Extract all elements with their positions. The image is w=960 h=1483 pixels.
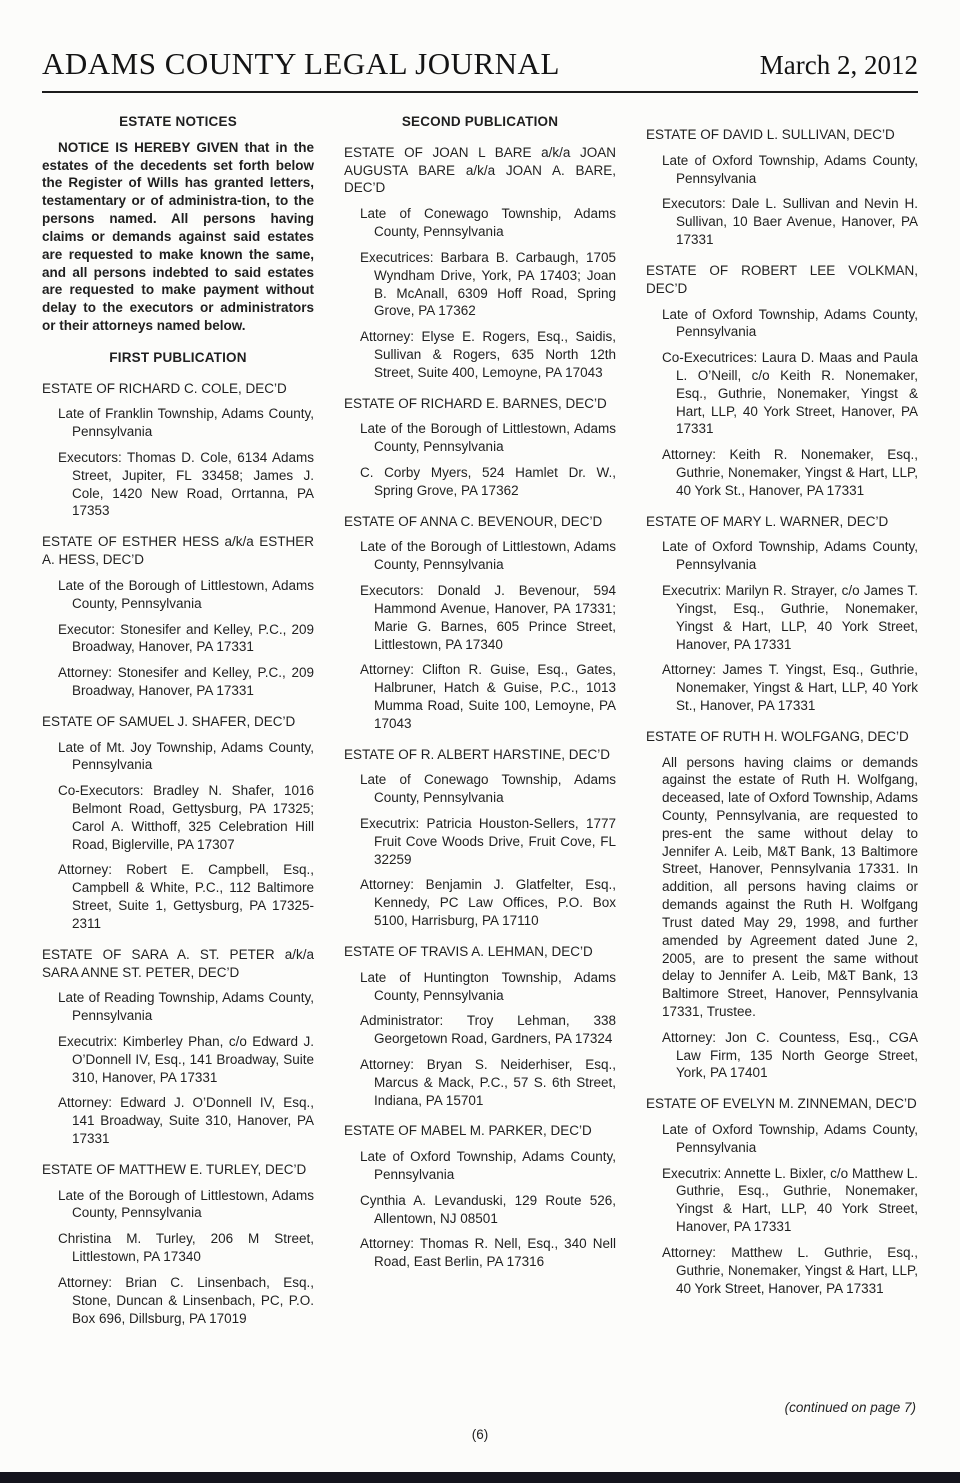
estate-title: ESTATE OF SARA A. ST. PETER a/k/a SARA ANNE ST. PETER, DEC’D: [42, 946, 314, 980]
estate-detail: Attorney: Elyse E. Rogers, Esq., Saidis, Sullivan & Rogers, 635 North 12th Street, Suite 400, Lemoyne, PA 17043: [360, 329, 616, 380]
estate-detail: C. Corby Myers, 524 Hamlet Dr. W., Spring Grove, PA 17362: [360, 465, 616, 498]
estate-detail: Administrator: Troy Lehman, 338 Georgetown Road, Gardners, PA 17324: [360, 1013, 616, 1047]
estate-title: ESTATE OF DAVID L. SULLIVAN, DEC’D: [646, 127, 895, 142]
estate-detail: Late of Reading Township, Adams County, Pennsylvania: [58, 990, 314, 1024]
estate-notice: [646, 728, 918, 1082]
estate-detail: Late of Franklin Township, Adams County, Pennsylvania: [58, 406, 314, 440]
estate-detail: Attorney: Matthew L. Guthrie, Esq., Guthrie, Nonemaker, Yingst & Hart, LLP, 40 York Street, Hanover, PA 17331: [662, 1244, 918, 1296]
estate-detail: All persons having claims or demands against the estate of Ruth H. Wolfgang, deceased, late of Oxford Township, Adams County, Pennsylvania, are requested to pres-ent the same without delay to Jennifer A. Leib, M&T Bank, 13 Baltimore Street, Hanover, Pennsylvania 17331. In addition, all persons having claims or demands against the Ruth H. Wolfgang Trust dated May 29, 1998, and further amended by Agreement dated June 2, 2005, are to present the same without delay to Jennifer A. Leib, M&T Bank, 13 Baltimore Street, Hanover, Pennsylvania 17331, Trustee.: [662, 754, 918, 1019]
column-1: [42, 113, 314, 1327]
estate-detail: Attorney: Benjamin J. Glatfelter, Esq., Kennedy, PC Law Offices, P.O. Box 5100, Harrisburg, PA 17110: [360, 877, 616, 929]
notice-intro: NOTICE IS HEREBY GIVEN that in the estates of the decedents set forth below the Register of Wills has granted letters, testamentary or of administra-tion, to the persons named. All persons having claims or demands against said estates are requested to make known the same, and all persons indebted to said estates are requested to make payment without delay to the executors or administrators or their attorneys named below.: [42, 139, 314, 333]
estate-detail: Late of Oxford Township, Adams County, Pennsylvania: [662, 306, 918, 340]
estate-detail: Christina M. Turley, 206 M Street, Littlestown, PA 17340: [58, 1231, 314, 1265]
estate-notice: [646, 126, 918, 249]
estate-notice: [42, 946, 314, 1148]
estate-detail: Executrix: Patricia Houston-Sellers, 1777 Fruit Cove Woods Drive, Fruit Cove, FL 32259: [360, 816, 616, 867]
estate-detail: Late of Conewago Township, Adams County, Pennsylvania: [360, 772, 616, 806]
estate-detail: Attorney: Stonesifer and Kelley, P.C., 209 Broadway, Hanover, PA 17331: [58, 665, 314, 698]
section-heading: ESTATE NOTICES: [119, 114, 237, 129]
estate-detail: Late of Oxford Township, Adams County, Pennsylvania: [662, 1122, 918, 1155]
estate-detail: Late of Oxford Township, Adams County, Pennsylvania: [662, 152, 918, 186]
estate-detail: Co-Executors: Bradley N. Shafer, 1016 Belmont Road, Gettysburg, PA 17325; Carol A. Witthoff, 325 Celebration Hill Road, Biglerville, PA 17307: [58, 783, 314, 852]
estate-notice: [344, 395, 616, 500]
notices-columns: [42, 113, 918, 1327]
estate-detail: Attorney: Keith R. Nonemaker, Esq., Guthrie, Nonemaker, Yingst & Hart, LLP, 40 York St., Hanover, PA 17331: [662, 447, 918, 498]
estate-detail: Late of the Borough of Littlestown, Adams County, Pennsylvania: [58, 577, 314, 611]
estate-detail: Executrices: Barbara B. Carbaugh, 1705 Wyndham Drive, York, PA 17403; Joan B. McAnall, 6309 Hoff Road, Spring Grove, PA 17362: [360, 249, 616, 319]
estate-title: ESTATE OF MARY L. WARNER, DEC’D: [646, 513, 889, 529]
estate-title: ESTATE OF ANNA C. BEVENOUR, DEC’D: [344, 513, 603, 529]
estate-title: ESTATE OF MATTHEW E. TURLEY, DEC’D: [42, 1161, 307, 1177]
estate-notice: [344, 144, 616, 382]
masthead: [42, 46, 918, 93]
estate-detail: Late of the Borough of Littlestown, Adams County, Pennsylvania: [360, 421, 616, 455]
estate-notice: [646, 262, 918, 500]
estate-detail: Executors: Dale L. Sullivan and Nevin H. Sullivan, 10 Baer Avenue, Hanover, PA 17331: [662, 196, 918, 248]
estate-detail: Executors: Donald J. Bevenour, 594 Hammond Avenue, Hanover, PA 17331; Marie G. Barnes, 605 Prince Street, Littlestown, PA 17340: [360, 583, 616, 652]
estate-title: ESTATE OF TRAVIS A. LEHMAN, DEC’D: [344, 943, 593, 959]
estate-notice: [42, 533, 314, 700]
journal-title: ADAMS COUNTY LEGAL JOURNAL: [42, 46, 560, 81]
bottom-bar: [0, 1472, 960, 1483]
estate-title: ESTATE OF RICHARD E. BARNES, DEC’D: [344, 395, 607, 411]
page-number: (6): [471, 1427, 489, 1442]
estate-detail: Executors: Thomas D. Cole, 6134 Adams Street, Jupiter, FL 33458; James J. Cole, 1420 New Road, Orrtanna, PA 17353: [58, 450, 314, 519]
estate-detail: Attorney: Brian C. Linsenbach, Esq., Stone, Duncan & Linsenbach, PC, P.O. Box 696, Dillsburg, PA 17019: [58, 1274, 314, 1326]
estate-detail: Late of Oxford Township, Adams County, Pennsylvania: [662, 539, 918, 573]
estate-detail: Attorney: Thomas R. Nell, Esq., 340 Nell Road, East Berlin, PA 17316: [360, 1236, 616, 1270]
estate-detail: Executrix: Kimberley Phan, c/o Edward J. O’Donnell IV, Esq., 141 Broadway, Suite 310, Hanover, PA 17331: [58, 1033, 314, 1085]
estate-detail: Executrix: Marilyn R. Strayer, c/o James T. Yingst, Esq., Guthrie, Nonemaker, Yingst & Hart, LLP, 40 York Street, Hanover, PA 17331: [662, 583, 918, 652]
estate-detail: Attorney: James T. Yingst, Esq., Guthrie, Nonemaker, Yingst & Hart, LLP, 40 York St., Hanover, PA 17331: [662, 662, 918, 713]
estate-title: ESTATE OF JOAN L BARE a/k/a JOAN AUGUSTA BARE a/k/a JOAN A. BARE, DEC’D: [344, 144, 616, 196]
estate-title: ESTATE OF R. ALBERT HARSTINE, DEC’D: [344, 746, 611, 762]
estate-detail: Late of Mt. Joy Township, Adams County, Pennsylvania: [58, 739, 314, 773]
estate-title: ESTATE OF EVELYN M. ZINNEMAN, DEC’D: [646, 1096, 917, 1112]
estate-detail: Late of the Borough of Littlestown, Adams County, Pennsylvania: [360, 539, 616, 573]
estate-notice: [344, 943, 616, 1110]
estate-title: ESTATE OF MABEL M. PARKER, DEC’D: [344, 1123, 592, 1139]
estate-notice: [42, 713, 314, 933]
section-heading: SECOND PUBLICATION: [401, 114, 559, 129]
estate-notice: [42, 1161, 314, 1328]
estate-notice: [344, 1122, 616, 1271]
estate-notice: [42, 380, 314, 521]
estate-detail: Attorney: Robert E. Campbell, Esq., Campbell & White, P.C., 112 Baltimore Street, Suite 1, Gettysburg, PA 17325-2311: [58, 862, 314, 931]
estate-title: ESTATE OF ESTHER HESS a/k/a ESTHER A. HESS, DEC’D: [42, 534, 314, 568]
estate-detail: Late of Huntington Township, Adams County, Pennsylvania: [360, 969, 616, 1003]
section-heading: FIRST PUBLICATION: [109, 349, 247, 365]
estate-detail: Attorney: Bryan S. Neiderhiser, Esq., Marcus & Mack, P.C., 57 S. 6th Street, Indiana, PA 15701: [360, 1056, 616, 1108]
column-2: [344, 113, 616, 1327]
estate-detail: Attorney: Edward J. O’Donnell IV, Esq., 141 Broadway, Suite 310, Hanover, PA 17331: [58, 1095, 314, 1146]
estate-notice: [344, 513, 616, 733]
estate-detail: Late of the Borough of Littlestown, Adams County, Pennsylvania: [58, 1187, 314, 1221]
estate-notice: [646, 513, 918, 715]
column-3: [646, 113, 918, 1327]
estate-notice: [344, 746, 616, 930]
estate-title: ESTATE OF ROBERT LEE VOLKMAN, DEC’D: [646, 262, 918, 296]
issue-date: March 2, 2012: [759, 50, 918, 80]
estate-title: ESTATE OF RICHARD C. COLE, DEC’D: [42, 380, 287, 396]
estate-title: ESTATE OF RUTH H. WOLFGANG, DEC’D: [646, 728, 909, 744]
estate-detail: Cynthia A. Levanduski, 129 Route 526, Allentown, NJ 08501: [360, 1192, 616, 1226]
estate-detail: Executrix: Annette L. Bixler, c/o Matthew L. Guthrie, Esq., Guthrie, Nonemaker, Yingst & Hart, LLP, 40 York Street, Hanover, PA 17331: [662, 1165, 918, 1235]
estate-detail: Late of Conewago Township, Adams County, Pennsylvania: [360, 206, 616, 240]
estate-title: ESTATE OF SAMUEL J. SHAFER, DEC’D: [42, 713, 296, 729]
continued-note: (continued on page 7): [784, 1400, 916, 1415]
estate-detail: Attorney: Clifton R. Guise, Esq., Gates, Halbruner, Hatch & Guise, P.C., 1013 Mumma Road, Suite 100, Lemoyne, PA 17043: [360, 662, 616, 731]
estate-detail: Co-Executrices: Laura D. Maas and Paula L. O’Neill, c/o Keith R. Nonemaker, Esq., Guthrie, Nonemaker, Yingst & Hart, LLP, 40 York Street, Hanover, PA 17331: [662, 350, 918, 437]
estate-detail: Attorney: Jon C. Countess, Esq., CGA Law Firm, 135 North George Street, York, PA 17401: [662, 1029, 918, 1081]
estate-detail: Executor: Stonesifer and Kelley, P.C., 209 Broadway, Hanover, PA 17331: [58, 621, 314, 655]
estate-notice: [646, 1095, 918, 1297]
estate-detail: Late of Oxford Township, Adams County, Pennsylvania: [360, 1149, 616, 1182]
